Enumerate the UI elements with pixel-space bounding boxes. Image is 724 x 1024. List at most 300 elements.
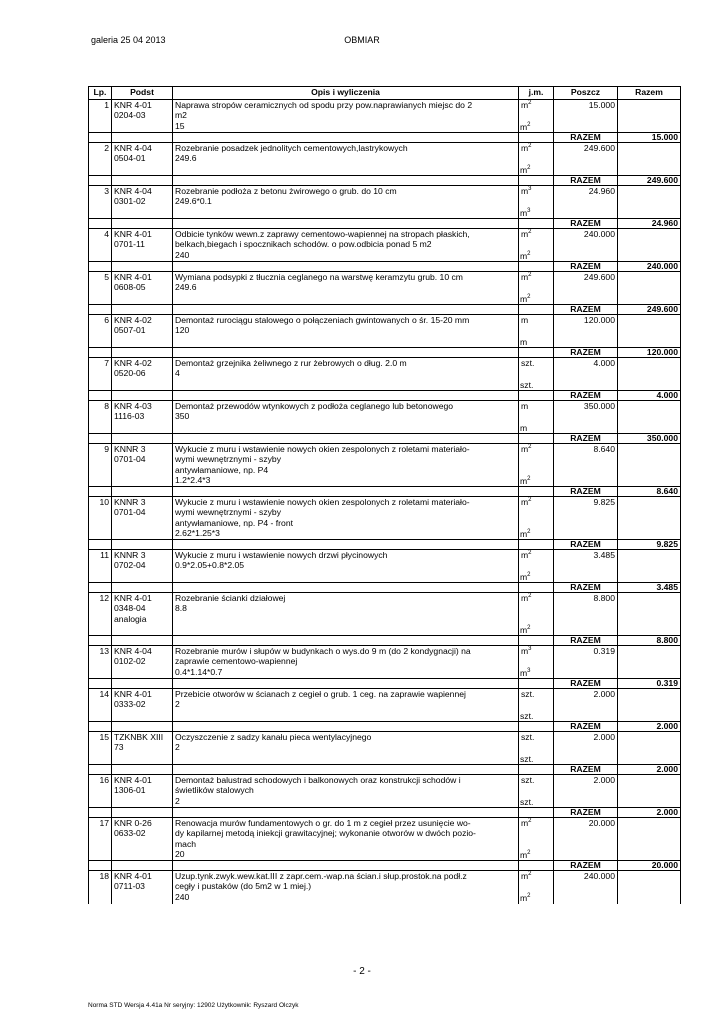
cell-opis (173, 315, 519, 348)
cell-jm (519, 358, 554, 391)
podst-text: KNR 4-01 0333-02 (114, 689, 152, 710)
cell-podst (112, 186, 173, 219)
razem-empty-cell (112, 636, 173, 646)
razem-label: RAZEM (554, 808, 618, 818)
table-header-row (89, 87, 681, 100)
razem-value: 0.319 (618, 679, 681, 689)
razem-empty-cell (519, 305, 554, 315)
razem-empty-cell (519, 583, 554, 593)
cell-podst (112, 732, 173, 765)
cell-poszcz: 2.000 (554, 732, 618, 765)
unit-label (520, 754, 533, 764)
cell-jm (519, 444, 554, 487)
unit-base: m (520, 164, 528, 175)
unit-base: szt. (520, 379, 534, 390)
razem-empty-cell (112, 305, 173, 315)
podst-text: KNR 4-04 0504-01 (114, 143, 152, 164)
unit-label (520, 529, 531, 539)
unit-exponent: 3 (528, 646, 532, 652)
razem-empty-cell (173, 262, 519, 272)
unit-exponent: 2 (527, 293, 531, 300)
unit-exponent: 2 (528, 143, 532, 149)
razem-empty-cell (112, 133, 173, 143)
cell-lp: 9 (89, 444, 112, 487)
obmiar-table (88, 86, 681, 904)
unit-base: m (520, 121, 528, 132)
cell-lp: 13 (89, 646, 112, 679)
unit-base: m (521, 272, 529, 282)
unit-exponent: 2 (527, 528, 531, 535)
cell-poszcz: 8.640 (554, 444, 618, 487)
razem-value: 20.000 (618, 861, 681, 871)
unit-label (521, 550, 551, 560)
razem-row (89, 133, 681, 143)
unit-label (520, 423, 527, 433)
cell-jm (519, 775, 554, 808)
unit-exponent: 2 (527, 250, 531, 257)
table-row (89, 272, 681, 305)
cell-lp: 18 (89, 871, 112, 904)
razem-value: 350.000 (618, 434, 681, 444)
razem-empty-cell (173, 434, 519, 444)
cell-lp: 12 (89, 593, 112, 636)
unit-exponent: 2 (528, 444, 532, 450)
description-text: Wymiana podsypki z tłucznia ceglanego na warstwę keramzytu grub. 10 cm (175, 272, 463, 282)
razem-empty-cell (519, 636, 554, 646)
cell-poszcz: 240.000 (554, 871, 618, 904)
cell-poszcz: 2.000 (554, 689, 618, 722)
cell-opis (173, 775, 519, 808)
podst-text: KNR 4-01 0348-04 analogia (114, 593, 152, 624)
razem-empty-cell (173, 540, 519, 550)
razem-empty-cell (112, 487, 173, 497)
table-row (89, 775, 681, 808)
razem-value: 240.000 (618, 262, 681, 272)
unit-base: m (521, 871, 529, 881)
unit-base: m (520, 528, 528, 539)
cell-podst (112, 497, 173, 540)
cell-poszcz: 2.000 (554, 775, 618, 808)
cell-jm (519, 497, 554, 540)
cell-podst (112, 358, 173, 391)
cell-lp: 4 (89, 229, 112, 262)
cell-jm (519, 143, 554, 176)
cell-razem-empty (618, 732, 681, 765)
description-text: Rozebranie murów i słupów w budynkach o wys.do 9 m (do 2 kondygnacji) na zaprawie cementowo-wapiennej (175, 646, 471, 667)
calculation-text: 249.6 (175, 282, 197, 293)
razem-empty-cell (112, 176, 173, 186)
cell-podst (112, 593, 173, 636)
cell-podst (112, 272, 173, 305)
unit-label (520, 294, 531, 304)
unit-label (520, 893, 531, 903)
razem-label: RAZEM (554, 765, 618, 775)
calculation-text: 2 (175, 742, 180, 753)
podst-text: KNR 4-01 1306-01 (114, 775, 152, 796)
cell-lp: 15 (89, 732, 112, 765)
cell-podst (112, 401, 173, 434)
razem-empty-cell (173, 808, 519, 818)
table-row (89, 401, 681, 434)
document-title: OBMIAR (344, 35, 380, 45)
cell-lp: 7 (89, 358, 112, 391)
razem-row (89, 583, 681, 593)
calculation-text: 2 (175, 699, 180, 710)
razem-empty-cell (89, 219, 112, 229)
unit-exponent: 2 (528, 871, 532, 877)
cell-podst (112, 315, 173, 348)
cell-razem-empty (618, 444, 681, 487)
unit-label (520, 668, 531, 678)
description-text: Przebicie otworów w ścianach z cegieł o grub. 1 ceg. na zaprawie wapiennej (175, 689, 466, 699)
cell-razem-empty (618, 818, 681, 861)
razem-row (89, 262, 681, 272)
razem-row (89, 176, 681, 186)
unit-label (520, 122, 531, 132)
calculation-text: 350 (175, 411, 190, 422)
calculation-text: 8.8 (175, 603, 187, 614)
cell-poszcz: 0.319 (554, 646, 618, 679)
razem-empty-cell (112, 861, 173, 871)
razem-empty-cell (89, 808, 112, 818)
podst-text: KNNR 3 0701-04 (114, 444, 146, 465)
razem-label: RAZEM (554, 583, 618, 593)
cell-poszcz: 249.600 (554, 272, 618, 305)
table-row (89, 732, 681, 765)
calculation-text: 120 (175, 325, 190, 336)
razem-row (89, 765, 681, 775)
description-text: Demontaż grzejnika żeliwnego z rur żebrowych o dług. 2.0 m (175, 358, 407, 368)
calculation-text: 20 (175, 848, 185, 859)
razem-empty-cell (173, 305, 519, 315)
unit-label (521, 775, 551, 785)
razem-label: RAZEM (554, 540, 618, 550)
cell-podst (112, 775, 173, 808)
unit-label (521, 871, 551, 881)
description-text: Renowacja murów fundamentowych o gr. do 1 m z cegieł przez usunięcie wo- dy kapilarnej metodą iniekcji grawitacyjnej; wykonanie otworów w dwóch pozio- mach (175, 818, 476, 849)
cell-lp: 10 (89, 497, 112, 540)
unit-base: m (521, 550, 529, 560)
calculation-text: 249.6*0.1 (175, 196, 212, 207)
unit-base: m (520, 250, 528, 261)
cell-jm (519, 689, 554, 722)
cell-jm (519, 272, 554, 305)
razem-value: 4.000 (618, 391, 681, 401)
razem-label: RAZEM (554, 861, 618, 871)
column-header-jm: j.m. (519, 87, 554, 100)
cell-poszcz: 120.000 (554, 315, 618, 348)
unit-exponent: 2 (528, 229, 532, 235)
unit-base: m (520, 893, 528, 904)
razem-empty-cell (173, 348, 519, 358)
cell-poszcz: 20.000 (554, 818, 618, 861)
unit-label (520, 208, 531, 218)
cell-razem-empty (618, 550, 681, 583)
cell-lp: 3 (89, 186, 112, 219)
table-row (89, 229, 681, 262)
unit-exponent: 2 (528, 550, 532, 556)
razem-empty-cell (519, 679, 554, 689)
unit-base: m (520, 422, 528, 433)
cell-opis (173, 593, 519, 636)
razem-label: RAZEM (554, 636, 618, 646)
razem-empty-cell (173, 487, 519, 497)
unit-base: m (520, 667, 528, 678)
razem-value: 15.000 (618, 133, 681, 143)
unit-exponent: 2 (528, 497, 532, 503)
razem-empty-cell (89, 540, 112, 550)
unit-base: m (521, 186, 529, 196)
description-text: Rozebranie posadzek jednolitych cementowych,lastrykowych (175, 143, 408, 153)
razem-empty-cell (89, 176, 112, 186)
razem-label: RAZEM (554, 722, 618, 732)
razem-value: 249.600 (618, 176, 681, 186)
razem-label: RAZEM (554, 348, 618, 358)
cell-opis (173, 186, 519, 219)
razem-empty-cell (112, 765, 173, 775)
unit-base: szt. (520, 753, 534, 764)
unit-base: m (520, 293, 528, 304)
podst-text: KNR 4-01 0711-03 (114, 871, 152, 892)
cell-jm (519, 315, 554, 348)
cell-lp: 11 (89, 550, 112, 583)
razem-label: RAZEM (554, 679, 618, 689)
unit-label (521, 646, 551, 656)
cell-poszcz: 8.800 (554, 593, 618, 636)
unit-base: m (521, 646, 529, 656)
razem-empty-cell (89, 262, 112, 272)
cell-podst (112, 229, 173, 262)
razem-empty-cell (89, 679, 112, 689)
razem-empty-cell (89, 434, 112, 444)
column-header-opis: Opis i wyliczenia (173, 87, 519, 100)
page-number: - 2 - (353, 966, 371, 977)
table-row (89, 818, 681, 861)
cell-lp: 8 (89, 401, 112, 434)
unit-base: m (521, 315, 529, 325)
razem-empty-cell (519, 487, 554, 497)
description-text: Wykucie z muru i wstawienie nowych drzwi płycinowych (175, 550, 388, 560)
table-row (89, 444, 681, 487)
razem-empty-cell (519, 540, 554, 550)
column-header-razem: Razem (618, 87, 681, 100)
calculation-text: 0.4*1.14*0.7 (175, 666, 223, 677)
cell-jm (519, 401, 554, 434)
razem-value: 8.800 (618, 636, 681, 646)
podst-text: KNNR 3 0701-04 (114, 497, 146, 518)
unit-label (521, 229, 551, 239)
cell-jm (519, 229, 554, 262)
description-text: Rozebranie ścianki działowej (175, 593, 286, 603)
unit-label (521, 186, 551, 196)
unit-label (521, 497, 551, 507)
calculation-text: 249.6 (175, 153, 197, 164)
cell-lp: 1 (89, 100, 112, 133)
razem-label: RAZEM (554, 262, 618, 272)
unit-base: m (520, 336, 528, 347)
calculation-text: 15 (175, 120, 185, 131)
razem-empty-cell (89, 133, 112, 143)
razem-empty-cell (173, 679, 519, 689)
cell-poszcz: 350.000 (554, 401, 618, 434)
unit-exponent: 2 (528, 593, 532, 599)
cell-poszcz: 240.000 (554, 229, 618, 262)
unit-exponent: 3 (527, 667, 531, 674)
cell-opis (173, 401, 519, 434)
razem-empty-cell (112, 808, 173, 818)
razem-empty-cell (173, 861, 519, 871)
description-text: Odbicie tynków wewn.z zaprawy cementowo-wapiennej na stropach płaskich, belkach,biegach i spocznikach schodów. o pow.odbicia ponad 5 m2 (175, 229, 470, 250)
cell-jm (519, 186, 554, 219)
unit-label (520, 251, 531, 261)
unit-label (520, 850, 531, 860)
razem-empty-cell (89, 722, 112, 732)
razem-empty-cell (89, 861, 112, 871)
razem-empty-cell (112, 679, 173, 689)
cell-razem-empty (618, 272, 681, 305)
table-row (89, 358, 681, 391)
unit-base: m (521, 229, 529, 239)
razem-empty-cell (89, 348, 112, 358)
cell-podst (112, 646, 173, 679)
unit-base: m (521, 143, 529, 153)
razem-label: RAZEM (554, 305, 618, 315)
cell-poszcz: 24.960 (554, 186, 618, 219)
cell-opis (173, 272, 519, 305)
unit-exponent: 2 (527, 164, 531, 171)
cell-jm (519, 646, 554, 679)
podst-text: KNR 4-04 0102-02 (114, 646, 152, 667)
cell-razem-empty (618, 593, 681, 636)
cell-lp: 16 (89, 775, 112, 808)
cell-opis (173, 871, 519, 904)
unit-label (521, 315, 551, 325)
cell-lp: 14 (89, 689, 112, 722)
cell-opis (173, 818, 519, 861)
footer-text: Norma STD Wersja 4.41a Nr seryjny: 12902 Użytkownik: Ryszard Olczyk (88, 1002, 299, 1009)
unit-label (521, 593, 551, 603)
calculation-text: 0.9*2.05+0.8*2.05 (175, 560, 245, 571)
cell-opis (173, 444, 519, 487)
podst-text: KNR 4-01 0608-05 (114, 272, 152, 293)
razem-empty-cell (519, 722, 554, 732)
cell-jm (519, 550, 554, 583)
podst-text: KNR 4-03 1116-03 (114, 401, 152, 422)
column-header-podst: Podst (112, 87, 173, 100)
razem-empty-cell (519, 861, 554, 871)
razem-empty-cell (173, 219, 519, 229)
razem-empty-cell (173, 176, 519, 186)
description-text: Demontaż balustrad schodowych i balkonowych oraz konstrukcji schodów i świetlików stalowych (175, 775, 461, 796)
podst-text: TZKNBK XIII 73 (114, 732, 164, 753)
cell-razem-empty (618, 358, 681, 391)
razem-empty-cell (112, 262, 173, 272)
razem-empty-cell (89, 636, 112, 646)
razem-label: RAZEM (554, 487, 618, 497)
unit-label (521, 689, 551, 699)
razem-empty-cell (173, 636, 519, 646)
razem-value: 9.825 (618, 540, 681, 550)
cell-poszcz: 3.485 (554, 550, 618, 583)
razem-row (89, 861, 681, 871)
unit-label (521, 818, 551, 828)
cell-poszcz: 15.000 (554, 100, 618, 133)
unit-label (521, 143, 551, 153)
calculation-text: 4 (175, 368, 180, 379)
razem-empty-cell (89, 391, 112, 401)
unit-exponent: 3 (527, 207, 531, 214)
table-row (89, 186, 681, 219)
razem-label: RAZEM (554, 434, 618, 444)
cell-podst (112, 444, 173, 487)
unit-label (521, 401, 551, 411)
cell-lp: 5 (89, 272, 112, 305)
razem-empty-cell (519, 219, 554, 229)
razem-empty-cell (519, 176, 554, 186)
calculation-text: 1.2*2.4*3 (175, 474, 211, 485)
razem-empty-cell (519, 348, 554, 358)
table-body (89, 100, 681, 904)
razem-empty-cell (519, 808, 554, 818)
razem-empty-cell (89, 765, 112, 775)
table-row (89, 315, 681, 348)
razem-empty-cell (519, 262, 554, 272)
razem-label: RAZEM (554, 133, 618, 143)
razem-empty-cell (173, 722, 519, 732)
cell-lp: 6 (89, 315, 112, 348)
unit-exponent: 2 (527, 624, 531, 631)
unit-label (520, 711, 533, 721)
unit-base: m (520, 571, 528, 582)
cell-opis (173, 689, 519, 722)
cell-razem-empty (618, 401, 681, 434)
cell-poszcz: 9.825 (554, 497, 618, 540)
unit-base: m (520, 475, 528, 486)
cell-jm (519, 871, 554, 904)
cell-razem-empty (618, 315, 681, 348)
unit-base: szt. (521, 689, 535, 699)
cell-podst (112, 818, 173, 861)
column-header-poszcz: Poszcz (554, 87, 618, 100)
cell-podst (112, 871, 173, 904)
description-text: Uzup.tynk.zwyk.wew.kat.III z zapr.cem.-wap.na ścian.i słup.prostok.na podł.z cegły i pustaków (do 5m2 w 1 miej.) (175, 871, 467, 892)
description-text: Wykucie z muru i wstawienie nowych okien zespolonych z roletami materiało- wymi wewnętrznymi - szyby antywłamaniowe, np. P4 (175, 444, 470, 475)
unit-label (520, 165, 531, 175)
unit-label (521, 732, 551, 742)
cell-opis (173, 229, 519, 262)
cell-opis (173, 646, 519, 679)
razem-row (89, 305, 681, 315)
unit-base: m (521, 444, 529, 454)
podst-text: KNR 4-01 0204-03 (114, 100, 152, 121)
unit-base: m (520, 849, 528, 860)
header-left-text: galeria 25 04 2013 (91, 35, 166, 45)
cell-razem-empty (618, 100, 681, 133)
unit-label (521, 358, 551, 368)
podst-text: KNR 4-02 0507-01 (114, 315, 152, 336)
podst-text: KNR 0-26 0633-02 (114, 818, 152, 839)
razem-row (89, 636, 681, 646)
cell-opis (173, 100, 519, 133)
unit-base: szt. (520, 796, 534, 807)
razem-value: 8.640 (618, 487, 681, 497)
razem-row (89, 391, 681, 401)
unit-base: m (521, 818, 529, 828)
cell-podst (112, 100, 173, 133)
unit-label (521, 100, 551, 110)
razem-empty-cell (519, 434, 554, 444)
cell-opis (173, 732, 519, 765)
